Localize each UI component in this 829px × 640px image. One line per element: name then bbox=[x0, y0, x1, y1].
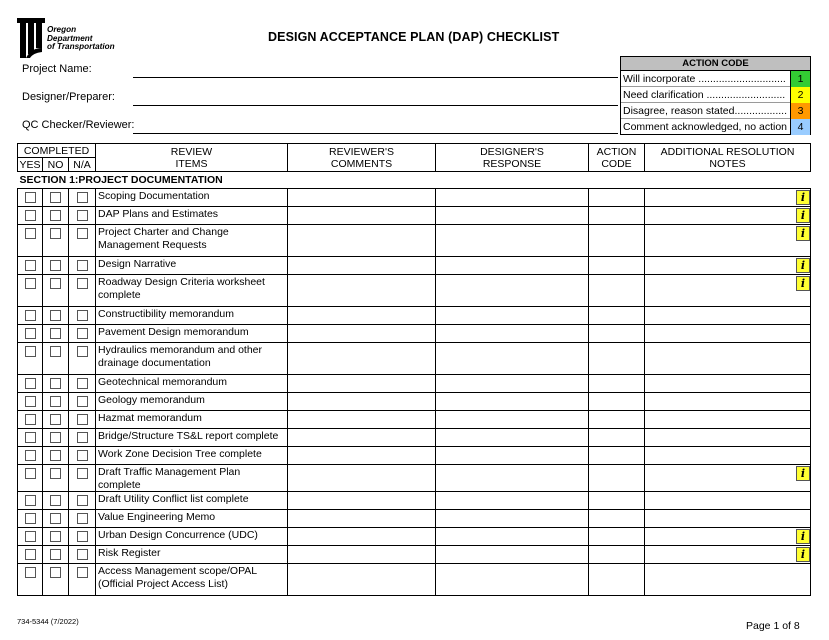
completed-yes-cell bbox=[18, 528, 43, 546]
action-code-cell[interactable] bbox=[589, 564, 645, 596]
completed-na-checkbox[interactable] bbox=[77, 228, 88, 239]
table-row bbox=[18, 325, 811, 343]
table-row bbox=[18, 189, 811, 207]
review-item-text: Hydraulics memorandum and other drainage documentation bbox=[96, 343, 288, 375]
reviewers-comments-header bbox=[288, 144, 436, 172]
review-item-text: Roadway Design Criteria worksheet complete bbox=[96, 275, 288, 307]
action-code-value: 3 bbox=[790, 103, 810, 119]
completed-na-cell bbox=[69, 447, 96, 465]
completed-na-cell bbox=[69, 546, 96, 564]
additional-notes-cell[interactable] bbox=[645, 207, 811, 225]
reviewers-comment-cell[interactable] bbox=[288, 510, 436, 528]
info-icon[interactable]: i bbox=[796, 276, 810, 291]
info-icon[interactable]: i bbox=[796, 258, 810, 273]
designers-response-cell[interactable] bbox=[436, 528, 589, 546]
action-code-cell[interactable] bbox=[589, 307, 645, 325]
designers-response-cell[interactable] bbox=[436, 189, 589, 207]
completed-yes-cell bbox=[18, 207, 43, 225]
completed-na-cell bbox=[69, 307, 96, 325]
completed-yes-cell bbox=[18, 343, 43, 375]
completed-yes-checkbox[interactable] bbox=[25, 513, 36, 524]
completed-no-checkbox[interactable] bbox=[50, 432, 61, 443]
completed-no-checkbox[interactable] bbox=[50, 346, 61, 357]
completed-yes-checkbox[interactable] bbox=[25, 278, 36, 289]
completed-na-checkbox[interactable] bbox=[77, 531, 88, 542]
section-title: SECTION 1:PROJECT DOCUMENTATION bbox=[19, 174, 223, 186]
info-icon[interactable]: i bbox=[796, 529, 810, 544]
completed-na-cell bbox=[69, 225, 96, 257]
completed-no-cell bbox=[43, 325, 69, 343]
completed-no-cell bbox=[43, 564, 69, 596]
completed-na-cell bbox=[69, 325, 96, 343]
completed-no-cell bbox=[43, 492, 69, 510]
additional-notes-cell[interactable] bbox=[645, 393, 811, 411]
completed-no-cell bbox=[43, 447, 69, 465]
table-row bbox=[18, 528, 811, 546]
designers-response-header-text: DESIGNER'S RESPONSE bbox=[480, 145, 544, 170]
designers-response-cell[interactable] bbox=[436, 275, 589, 307]
action-code-cell[interactable] bbox=[589, 393, 645, 411]
reviewers-comment-cell[interactable] bbox=[288, 307, 436, 325]
completed-na-checkbox[interactable] bbox=[77, 192, 88, 203]
review-item-text: Bridge/Structure TS&L report complete bbox=[96, 429, 288, 447]
completed-na-cell bbox=[69, 375, 96, 393]
designers-response-cell[interactable] bbox=[436, 375, 589, 393]
completed-yes-checkbox[interactable] bbox=[25, 210, 36, 221]
completed-na-checkbox[interactable] bbox=[77, 432, 88, 443]
additional-notes-header bbox=[645, 144, 811, 172]
table-row bbox=[18, 465, 811, 492]
action-code-cell[interactable] bbox=[589, 225, 645, 257]
completed-yes-cell bbox=[18, 564, 43, 596]
designers-response-cell[interactable] bbox=[436, 429, 589, 447]
completed-yes-checkbox[interactable] bbox=[25, 495, 36, 506]
completed-no-cell bbox=[43, 465, 69, 492]
designers-response-cell[interactable] bbox=[436, 307, 589, 325]
completed-yes-checkbox[interactable] bbox=[25, 396, 36, 407]
info-icon[interactable]: i bbox=[796, 547, 810, 562]
completed-no-checkbox[interactable] bbox=[50, 278, 61, 289]
completed-no-checkbox[interactable] bbox=[50, 513, 61, 524]
review-items-header-text: REVIEW ITEMS bbox=[170, 145, 213, 170]
completed-yes-checkbox[interactable] bbox=[25, 228, 36, 239]
additional-notes-cell[interactable] bbox=[645, 343, 811, 375]
action-code-label: Disagree, reason stated.................. bbox=[623, 105, 787, 117]
completed-na-checkbox[interactable] bbox=[77, 495, 88, 506]
info-icon[interactable]: i bbox=[796, 466, 810, 481]
table-row bbox=[18, 411, 811, 429]
completed-na-checkbox[interactable] bbox=[77, 468, 88, 479]
table-row bbox=[18, 429, 811, 447]
section-row bbox=[18, 172, 811, 189]
table-row bbox=[18, 492, 811, 510]
project-name-field[interactable] bbox=[133, 77, 618, 78]
review-item-text: DAP Plans and Estimates bbox=[96, 207, 288, 225]
table-row bbox=[18, 207, 811, 225]
designers-response-cell[interactable] bbox=[436, 207, 589, 225]
completed-no-cell bbox=[43, 189, 69, 207]
reviewers-comment-cell[interactable] bbox=[288, 447, 436, 465]
info-icon[interactable]: i bbox=[796, 208, 810, 223]
action-code-value: 4 bbox=[790, 119, 810, 135]
completed-na-checkbox[interactable] bbox=[77, 378, 88, 389]
additional-notes-cell[interactable] bbox=[645, 465, 811, 492]
completed-na-cell bbox=[69, 257, 96, 275]
review-item-text: Draft Traffic Management Plan complete bbox=[96, 465, 288, 492]
form-number: 734-5344 (7/2022) bbox=[17, 617, 79, 626]
action-code-header-text: ACTION CODE bbox=[596, 145, 637, 170]
reviewers-comments-header-text: REVIEWER'S COMMENTS bbox=[329, 145, 395, 170]
completed-na-cell bbox=[69, 189, 96, 207]
completed-no-checkbox[interactable] bbox=[50, 567, 61, 578]
completed-yes-cell bbox=[18, 510, 43, 528]
completed-na-checkbox[interactable] bbox=[77, 513, 88, 524]
completed-na-checkbox[interactable] bbox=[77, 310, 88, 321]
completed-na-cell bbox=[69, 465, 96, 492]
completed-header: COMPLETED bbox=[18, 144, 96, 158]
reviewers-comment-cell[interactable] bbox=[288, 465, 436, 492]
table-row bbox=[18, 225, 811, 257]
completed-no-checkbox[interactable] bbox=[50, 310, 61, 321]
completed-na-cell bbox=[69, 207, 96, 225]
completed-yes-checkbox[interactable] bbox=[25, 310, 36, 321]
reviewers-comment-cell[interactable] bbox=[288, 275, 436, 307]
completed-na-checkbox[interactable] bbox=[77, 260, 88, 271]
action-code-cell[interactable] bbox=[589, 325, 645, 343]
additional-notes-cell[interactable] bbox=[645, 375, 811, 393]
completed-no-checkbox[interactable] bbox=[50, 210, 61, 221]
completed-na-checkbox[interactable] bbox=[77, 278, 88, 289]
action-code-cell[interactable] bbox=[589, 275, 645, 307]
completed-na-cell bbox=[69, 510, 96, 528]
additional-notes-cell[interactable] bbox=[645, 225, 811, 257]
action-code-legend bbox=[620, 56, 811, 135]
review-item-text: Hazmat memorandum bbox=[96, 411, 288, 429]
action-code-cell[interactable] bbox=[589, 375, 645, 393]
completed-yes-checkbox[interactable] bbox=[25, 346, 36, 357]
table-row bbox=[18, 275, 811, 307]
reviewers-comment-cell[interactable] bbox=[288, 546, 436, 564]
designers-response-cell[interactable] bbox=[436, 343, 589, 375]
completed-yes-cell bbox=[18, 546, 43, 564]
completed-na-cell bbox=[69, 343, 96, 375]
review-item-text: Access Management scope/OPAL (Official Project Access List) bbox=[96, 564, 288, 596]
completed-no-checkbox[interactable] bbox=[50, 414, 61, 425]
action-code-cell[interactable] bbox=[589, 546, 645, 564]
completed-yes-checkbox[interactable] bbox=[25, 531, 36, 542]
completed-yes-cell bbox=[18, 375, 43, 393]
action-code-row bbox=[621, 71, 810, 87]
additional-notes-cell[interactable] bbox=[645, 528, 811, 546]
designers-response-cell[interactable] bbox=[436, 411, 589, 429]
completed-yes-cell bbox=[18, 225, 43, 257]
table-row bbox=[18, 447, 811, 465]
action-code-title: ACTION CODE bbox=[621, 57, 810, 71]
completed-no-checkbox[interactable] bbox=[50, 228, 61, 239]
completed-yes-checkbox[interactable] bbox=[25, 260, 36, 271]
completed-no-checkbox[interactable] bbox=[50, 495, 61, 506]
action-code-cell[interactable] bbox=[589, 411, 645, 429]
additional-notes-cell[interactable] bbox=[645, 325, 811, 343]
completed-no-cell bbox=[43, 429, 69, 447]
completed-no-cell bbox=[43, 393, 69, 411]
table-row bbox=[18, 564, 811, 596]
completed-na-checkbox[interactable] bbox=[77, 346, 88, 357]
action-code-cell[interactable] bbox=[589, 207, 645, 225]
completed-na-checkbox[interactable] bbox=[77, 328, 88, 339]
page-number: Page 1 of 8 bbox=[746, 620, 800, 632]
completed-no-checkbox[interactable] bbox=[50, 450, 61, 461]
designers-response-cell[interactable] bbox=[436, 546, 589, 564]
action-code-row bbox=[621, 103, 810, 119]
reviewers-comment-cell[interactable] bbox=[288, 393, 436, 411]
completed-no-cell bbox=[43, 225, 69, 257]
completed-no-checkbox[interactable] bbox=[50, 396, 61, 407]
completed-yes-cell bbox=[18, 492, 43, 510]
action-code-cell[interactable] bbox=[589, 492, 645, 510]
action-code-label: Will incorporate .............................. bbox=[623, 73, 786, 85]
reviewers-comment-cell[interactable] bbox=[288, 225, 436, 257]
completed-yes-checkbox[interactable] bbox=[25, 450, 36, 461]
completed-yes-checkbox[interactable] bbox=[25, 549, 36, 560]
agency-name bbox=[47, 26, 115, 52]
designers-response-cell[interactable] bbox=[436, 325, 589, 343]
designers-response-cell[interactable] bbox=[436, 510, 589, 528]
completed-yes-cell bbox=[18, 257, 43, 275]
odot-logo bbox=[17, 18, 132, 58]
designers-response-cell[interactable] bbox=[436, 465, 589, 492]
action-code-row bbox=[621, 87, 810, 103]
completed-yes-cell bbox=[18, 393, 43, 411]
designers-response-cell[interactable] bbox=[436, 564, 589, 596]
info-icon[interactable]: i bbox=[796, 226, 810, 241]
action-code-cell[interactable] bbox=[589, 189, 645, 207]
review-item-text: Constructibility memorandum bbox=[96, 307, 288, 325]
completed-no-checkbox[interactable] bbox=[50, 192, 61, 203]
completed-no-cell bbox=[43, 510, 69, 528]
action-code-value: 1 bbox=[790, 71, 810, 87]
completed-no-cell bbox=[43, 307, 69, 325]
table-row bbox=[18, 257, 811, 275]
reviewers-comment-cell[interactable] bbox=[288, 528, 436, 546]
action-code-header bbox=[589, 144, 645, 172]
reviewers-comment-cell[interactable] bbox=[288, 375, 436, 393]
completed-na-cell bbox=[69, 411, 96, 429]
additional-notes-cell[interactable] bbox=[645, 275, 811, 307]
completed-no-checkbox[interactable] bbox=[50, 549, 61, 560]
odot-logo-icon bbox=[17, 18, 47, 58]
completed-na-cell bbox=[69, 275, 96, 307]
agency-line: Department bbox=[47, 33, 93, 43]
completed-yes-checkbox[interactable] bbox=[25, 414, 36, 425]
review-item-text: Design Narrative bbox=[96, 257, 288, 275]
designers-response-cell[interactable] bbox=[436, 257, 589, 275]
designer-label: Designer/Preparer: bbox=[22, 91, 115, 103]
completed-na-cell bbox=[69, 564, 96, 596]
action-code-cell[interactable] bbox=[589, 257, 645, 275]
reviewers-comment-cell[interactable] bbox=[288, 343, 436, 375]
table-row bbox=[18, 307, 811, 325]
na-header: N/A bbox=[69, 158, 96, 172]
table-header-row bbox=[18, 144, 811, 158]
completed-no-checkbox[interactable] bbox=[50, 260, 61, 271]
table-row bbox=[18, 510, 811, 528]
completed-na-checkbox[interactable] bbox=[77, 396, 88, 407]
completed-na-cell bbox=[69, 528, 96, 546]
project-name-label: Project Name: bbox=[22, 63, 92, 75]
review-item-text: Value Engineering Memo bbox=[96, 510, 288, 528]
table-row bbox=[18, 546, 811, 564]
completed-no-cell bbox=[43, 546, 69, 564]
designer-field[interactable] bbox=[133, 105, 618, 106]
completed-na-checkbox[interactable] bbox=[77, 414, 88, 425]
completed-no-cell bbox=[43, 411, 69, 429]
additional-notes-cell[interactable] bbox=[645, 546, 811, 564]
additional-notes-cell[interactable] bbox=[645, 492, 811, 510]
no-header: NO bbox=[43, 158, 69, 172]
completed-no-checkbox[interactable] bbox=[50, 328, 61, 339]
additional-notes-cell[interactable] bbox=[645, 510, 811, 528]
action-code-label: Need clarification ........................... bbox=[623, 89, 786, 101]
additional-notes-cell[interactable] bbox=[645, 429, 811, 447]
completed-na-checkbox[interactable] bbox=[77, 567, 88, 578]
completed-yes-checkbox[interactable] bbox=[25, 378, 36, 389]
reviewers-comment-cell[interactable] bbox=[288, 207, 436, 225]
reviewers-comment-cell[interactable] bbox=[288, 411, 436, 429]
completed-yes-cell bbox=[18, 447, 43, 465]
designers-response-cell[interactable] bbox=[436, 225, 589, 257]
completed-yes-checkbox[interactable] bbox=[25, 192, 36, 203]
reviewers-comment-cell[interactable] bbox=[288, 189, 436, 207]
completed-yes-checkbox[interactable] bbox=[25, 567, 36, 578]
completed-na-cell bbox=[69, 429, 96, 447]
additional-notes-cell[interactable] bbox=[645, 447, 811, 465]
table-row bbox=[18, 393, 811, 411]
agency-line: of Transportation bbox=[47, 42, 115, 52]
reviewers-comment-cell[interactable] bbox=[288, 257, 436, 275]
action-code-cell[interactable] bbox=[589, 510, 645, 528]
designers-response-cell[interactable] bbox=[436, 393, 589, 411]
review-item-text: Risk Register bbox=[96, 546, 288, 564]
review-item-text: Draft Utility Conflict list complete bbox=[96, 492, 288, 510]
completed-no-cell bbox=[43, 275, 69, 307]
review-item-text: Geotechnical memorandum bbox=[96, 375, 288, 393]
completed-yes-cell bbox=[18, 465, 43, 492]
action-code-cell[interactable] bbox=[589, 447, 645, 465]
completed-yes-cell bbox=[18, 411, 43, 429]
designers-response-cell[interactable] bbox=[436, 492, 589, 510]
review-item-text: Urban Design Concurrence (UDC) bbox=[96, 528, 288, 546]
completed-yes-checkbox[interactable] bbox=[25, 328, 36, 339]
completed-yes-cell bbox=[18, 429, 43, 447]
additional-notes-cell[interactable] bbox=[645, 307, 811, 325]
completed-yes-checkbox[interactable] bbox=[25, 432, 36, 443]
action-code-row bbox=[621, 119, 810, 135]
completed-yes-cell bbox=[18, 325, 43, 343]
action-code-cell[interactable] bbox=[589, 465, 645, 492]
completed-no-cell bbox=[43, 343, 69, 375]
yes-header: YES bbox=[19, 158, 41, 171]
additional-notes-header-text: ADDITIONAL RESOLUTION NOTES bbox=[660, 145, 795, 170]
completed-yes-checkbox[interactable] bbox=[25, 468, 36, 479]
completed-no-cell bbox=[43, 375, 69, 393]
completed-na-cell bbox=[69, 393, 96, 411]
page-title: DESIGN ACCEPTANCE PLAN (DAP) CHECKLIST bbox=[268, 30, 560, 44]
completed-no-cell bbox=[43, 207, 69, 225]
additional-notes-cell[interactable] bbox=[645, 564, 811, 596]
completed-no-cell bbox=[43, 528, 69, 546]
action-code-cell[interactable] bbox=[589, 528, 645, 546]
action-code-label: Comment acknowledged, no action bbox=[623, 121, 788, 133]
action-code-value: 2 bbox=[790, 87, 810, 103]
review-items-header bbox=[96, 144, 288, 172]
reviewers-comment-cell[interactable] bbox=[288, 564, 436, 596]
review-item-text: Pavement Design memorandum bbox=[96, 325, 288, 343]
review-item-text: Work Zone Decision Tree complete bbox=[96, 447, 288, 465]
review-item-text: Geology memorandum bbox=[96, 393, 288, 411]
completed-no-checkbox[interactable] bbox=[50, 378, 61, 389]
checklist-table bbox=[17, 143, 811, 596]
reviewers-comment-cell[interactable] bbox=[288, 492, 436, 510]
completed-yes-cell bbox=[18, 307, 43, 325]
qc-checker-field[interactable] bbox=[133, 133, 618, 134]
action-code-cell[interactable] bbox=[589, 429, 645, 447]
review-item-text: Scoping Documentation bbox=[96, 189, 288, 207]
table-row bbox=[18, 375, 811, 393]
reviewers-comment-cell[interactable] bbox=[288, 429, 436, 447]
completed-no-checkbox[interactable] bbox=[50, 531, 61, 542]
completed-yes-cell bbox=[18, 189, 43, 207]
designers-response-cell[interactable] bbox=[436, 447, 589, 465]
additional-notes-cell[interactable] bbox=[645, 411, 811, 429]
completed-na-checkbox[interactable] bbox=[77, 210, 88, 221]
completed-na-checkbox[interactable] bbox=[77, 549, 88, 560]
qc-checker-label: QC Checker/Reviewer: bbox=[22, 119, 135, 131]
completed-na-cell bbox=[69, 492, 96, 510]
completed-yes-cell bbox=[18, 275, 43, 307]
designers-response-header bbox=[436, 144, 589, 172]
agency-line: Oregon bbox=[47, 25, 77, 34]
additional-notes-cell[interactable] bbox=[645, 257, 811, 275]
action-code-cell[interactable] bbox=[589, 343, 645, 375]
completed-no-checkbox[interactable] bbox=[50, 468, 61, 479]
review-item-text: Project Charter and Change Management Requests bbox=[96, 225, 288, 257]
table-row bbox=[18, 343, 811, 375]
reviewers-comment-cell[interactable] bbox=[288, 325, 436, 343]
completed-no-cell bbox=[43, 257, 69, 275]
info-icon[interactable]: i bbox=[796, 190, 810, 205]
completed-na-checkbox[interactable] bbox=[77, 450, 88, 461]
additional-notes-cell[interactable] bbox=[645, 189, 811, 207]
